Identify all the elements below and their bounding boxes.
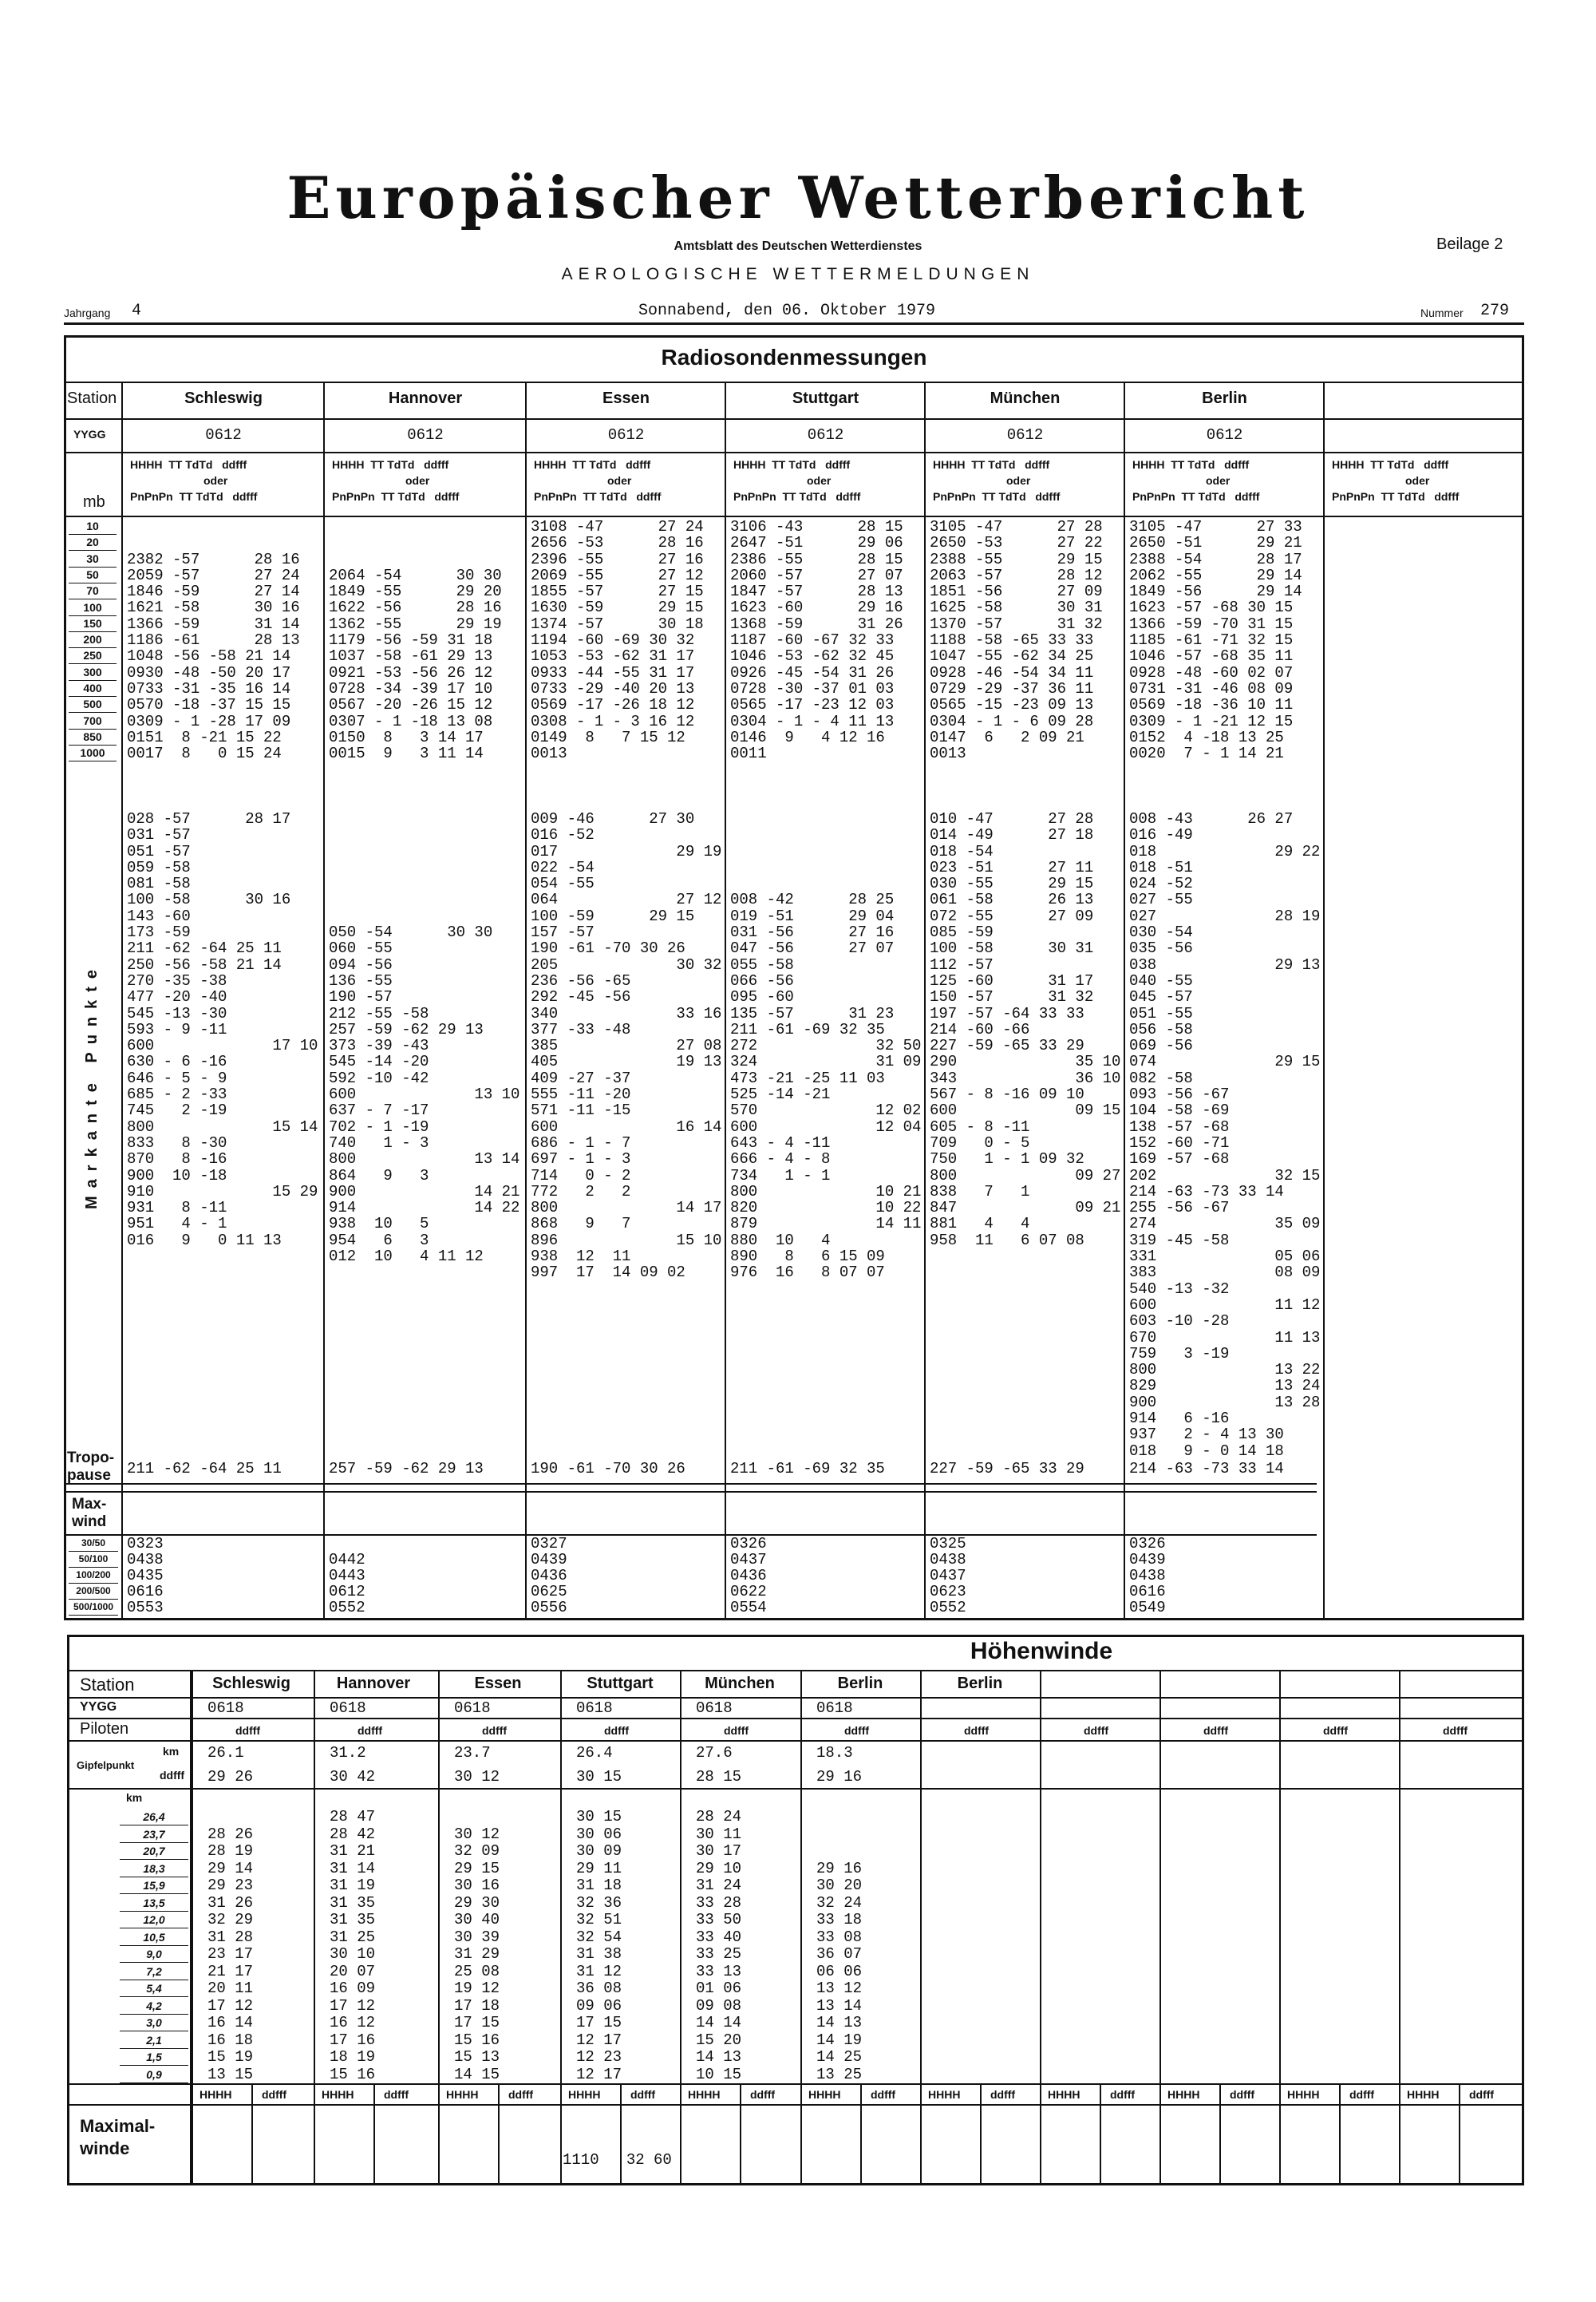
station-name: Essen	[602, 390, 650, 407]
section-title: AEROLOGISCHE WETTERMELDUNGEN	[561, 265, 1035, 283]
station-name: Berlin	[1202, 390, 1247, 407]
hw-piloten-dd: ddfff	[604, 1724, 630, 1737]
significant-level-values: 008 -43 26 27 016 -49 018 29 22 018 -51 024 -52 027 -55 027 28 19 030 -54 035 -56 038 29 13 040 -55 045 -57 051 -55 056 -58 069 -56 074 29 15 082 -58 093 -56 -67 104 -58 -69 138 -57 -68 152 -60 -71 169 -57 -68 202 32 15 214 -63 -73 33 14 255 -56 -67 274 35 09 319 -45 -58 331 05 06 383 08 09 540 -13 -32 600 11 12 603 -10 -28 670 11 13 759 3 -19 800 13 22 829 13 24 900 13 28 914 6 -16 937 2 - 4 13 30 018 9 - 0 14 18	[1129, 810, 1321, 1460]
hw-piloten-dd: ddfff	[1443, 1724, 1468, 1737]
standard-level-values: 3105 -47 27 33 2650 -51 29 21 2388 -54 28 17 2062 -55 29 14 1849 -56 29 14 1623 -57 -68 30 15 1366 -59 -70 31 15 1185 -61 -71 32 15 1046 -57 -68 35 11 0928 -48 -60 02 07 0731 -31 -46 08 09 0569 -18 -36 10 11 0309 - 1 -21 12 15 0152 4 -18 13 25 0020 7 - 1 14 21	[1129, 518, 1302, 763]
max-hhhh-header: HHHH	[1287, 2088, 1320, 2101]
max-dd-header: ddfff	[750, 2088, 776, 2101]
hoehenwinde-title: Höhenwinde	[970, 1638, 1113, 1664]
mb-level: 20	[69, 535, 117, 551]
max-hhhh-header: HHHH	[1407, 2088, 1440, 2101]
hw-piloten-dd: ddfff	[358, 1724, 383, 1737]
mb-level: 850	[69, 730, 117, 746]
tropopause-label: Tropo-pause	[67, 1450, 115, 1484]
hw-gipfel-dd: 30 12	[454, 1768, 500, 1786]
column-header-hhhh: HHHH TT TdTd ddfff	[130, 458, 247, 471]
hw-height: 23,7	[120, 1826, 188, 1843]
hw-piloten-dd: ddfff	[482, 1724, 508, 1737]
hw-yygg: 0618	[207, 1699, 244, 1717]
hw-station-name: Hannover	[336, 1675, 411, 1692]
hw-station-name: Schleswig	[212, 1675, 290, 1692]
column-header-oder: oder	[607, 474, 632, 487]
report-title: Europäischer Wetterbericht	[286, 164, 1310, 231]
column-header-oder: oder	[1006, 474, 1031, 487]
station-yygg: 0612	[407, 426, 444, 444]
hw-wind-values: 29 16 30 20 32 24 33 18 33 08 36 07 06 06 13 12 13 14 14 13 14 19 14 25 13 25	[816, 1859, 863, 2083]
max-subcolumn-rule	[1219, 2083, 1221, 2185]
report-subtitle: Amtsblatt des Deutschen Wetterdienstes	[674, 239, 922, 253]
column-header-oder: oder	[807, 474, 832, 487]
max-subcolumn-rule	[860, 2083, 862, 2185]
max-hhhh-header: HHHH	[446, 2088, 479, 2101]
mb-level: 700	[69, 714, 117, 730]
column-header-hhhh: HHHH TT TdTd ddfff	[1132, 458, 1250, 471]
hw-piloten-dd: ddfff	[844, 1724, 870, 1737]
max-dd-header: ddfff	[508, 2088, 534, 2101]
tropopause-values: 190 -61 -70 30 26	[531, 1460, 685, 1477]
hw-yygg: 0618	[576, 1699, 613, 1717]
issue-date: Sonnabend, den 06. Oktober 1979	[638, 302, 936, 320]
maxwind-values: 0325 0438 0437 0623 0552	[930, 1535, 966, 1616]
hw-gipfel-km: 26.4	[576, 1744, 613, 1762]
hw-station-name: Berlin	[957, 1675, 1003, 1692]
max-subcolumn-rule	[498, 2083, 500, 2185]
max-hhhh-header: HHHH	[1048, 2088, 1080, 2101]
hw-column-rule	[1159, 1670, 1161, 2185]
tropopause-values: 257 -59 -62 29 13	[329, 1460, 484, 1477]
hw-wind-values: 30 12 32 09 29 15 30 16 29 30 30 40 30 39 31 29 25 08 19 12 17 18 17 15 15 16 15 13 14 15	[454, 1825, 500, 2083]
max-hhhh-header: HHHH	[1167, 2088, 1200, 2101]
issue-info-line	[64, 299, 1524, 325]
mb-level: 100	[69, 600, 117, 616]
maximalwinde-label: Maximal-winde	[80, 2116, 156, 2158]
column-header-hhhh: HHHH TT TdTd ddfff	[933, 458, 1050, 471]
max-dd-header: ddfff	[1349, 2088, 1375, 2101]
hw-piloten-dd: ddfff	[1084, 1724, 1109, 1737]
hw-column-rule	[920, 1670, 922, 2185]
column-header-hhhh: HHHH TT TdTd ddfff	[332, 458, 449, 471]
hw-column-rule	[680, 1670, 681, 2185]
maxwind-level: 100/200	[69, 1568, 118, 1584]
nummer-label: Nummer	[1420, 307, 1464, 319]
station-label: Station	[67, 390, 117, 407]
column-header-ppp: PnPnPn TT TdTd ddfff	[130, 490, 258, 503]
hw-station-name: München	[705, 1675, 775, 1692]
hw-km-header: km	[126, 1791, 143, 1804]
station-yygg: 0612	[1206, 426, 1243, 444]
max-dd-header: ddfff	[871, 2088, 896, 2101]
hw-gipfel-label: Gipfelpunkt	[77, 1759, 135, 1771]
column-header-ppp: PnPnPn TT TdTd ddfff	[733, 490, 861, 503]
hw-wind-values: 30 15 30 06 30 09 29 11 31 18 32 36 32 51 32 54 31 38 31 12 36 08 09 06 17 15 12 17 12 23 12 17	[576, 1808, 622, 2083]
tropopause-values: 211 -62 -64 25 11	[127, 1460, 282, 1477]
maxwind-values: 0326 0439 0438 0616 0549	[1129, 1535, 1166, 1616]
hw-gipfel-km: 26.1	[207, 1744, 244, 1762]
column-header-hhhh: HHHH TT TdTd ddfff	[733, 458, 851, 471]
significant-level-values: 008 -42 28 25 019 -51 29 04 031 -56 27 16 047 -56 27 07 055 -58 066 -56 095 -60 135 -57 31 23 211 -61 -69 32 35 272 32 50 324 31 09 473 -21 -25 11 03 525 -14 -21 570 12 02 600 12 04 643 - 4 -11 666 - 4 - 8 734 1 - 1 800 10 21 820 10 22 879 14 11 880 10 4 890 8 6 15 09 976 16 8 07 07	[730, 891, 922, 1282]
hw-height: 9,0	[120, 1946, 188, 1963]
max-dd-header: ddfff	[1469, 2088, 1495, 2101]
significant-level-values: 028 -57 28 17 031 -57 051 -57 059 -58 081 -58 100 -58 30 16 143 -60 173 -59 211 -62 -64 25 11 250 -56 -58 21 14 270 -35 -38 477 -20 -40 545 -13 -30 593 - 9 -11 600 17 10 630 - 6 -16 646 - 5 - 9 685 - 2 -33 745 2 -19 800 15 14 833 8 -30 870 8 -16 900 10 -18 910 15 29 931 8 -11 951 4 - 1 016 9 0 11 13	[127, 810, 318, 1249]
station-yygg: 0612	[205, 426, 242, 444]
maxwind-level: 500/1000	[69, 1600, 118, 1616]
max-subcolumn-rule	[1100, 2083, 1101, 2185]
mb-level: 200	[69, 632, 117, 648]
hw-height: 10,5	[120, 1929, 188, 1946]
hw-height: 12,0	[120, 1912, 188, 1928]
hw-height: 2,1	[120, 2032, 188, 2049]
column-header-ppp: PnPnPn TT TdTd ddfff	[1332, 490, 1460, 503]
hw-gipfel-dd-label: ddfff	[160, 1769, 185, 1782]
max-hhhh-header: HHHH	[568, 2088, 601, 2101]
station-yygg: 0612	[607, 426, 645, 444]
column-header-ppp: PnPnPn TT TdTd ddfff	[534, 490, 662, 503]
hw-piloten-dd: ddfff	[1203, 1724, 1229, 1737]
standard-level-values: 3108 -47 27 24 2656 -53 28 16 2396 -55 27 16 2069 -55 27 12 1855 -57 27 15 1630 -59 29 15 1374 -57 30 18 1194 -60 -69 30 32 1053 -53 -62 31 17 0933 -44 -55 31 17 0733 -29 -40 20 13 0569 -17 -26 18 12 0308 - 1 - 3 16 12 0149 8 7 15 12 0013	[531, 518, 704, 763]
hw-height: 3,0	[120, 2015, 188, 2031]
max-dd-header: ddfff	[1110, 2088, 1136, 2101]
hw-piloten-label: Piloten	[80, 1720, 129, 1738]
hw-gipfel-dd: 30 42	[330, 1768, 376, 1786]
standard-level-values: 2064 -54 30 30 1849 -55 29 20 1622 -56 28 16 1362 -55 29 19 1179 -56 -59 31 18 1037 -58 -61 29 13 0921 -53 -56 26 12 0728 -34 -39 17 10 0567 -20 -26 15 12 0307 - 1 -18 13 08 0150 8 3 14 17 0015 9 3 11 14	[329, 566, 502, 763]
column-header-ppp: PnPnPn TT TdTd ddfff	[933, 490, 1061, 503]
station-name: Schleswig	[184, 390, 263, 407]
mb-level: 30	[69, 552, 117, 568]
hw-gipfel-dd: 28 15	[696, 1768, 742, 1786]
station-name: Stuttgart	[792, 390, 859, 407]
max-subcolumn-rule	[980, 2083, 982, 2185]
hw-station-name: Stuttgart	[587, 1675, 654, 1692]
tropopause-values: 211 -61 -69 32 35	[730, 1460, 885, 1477]
hw-piloten-dd: ddfff	[964, 1724, 990, 1737]
mb-level: 1000	[69, 746, 117, 761]
mb-level: 50	[69, 568, 117, 583]
hw-piloten-dd: ddfff	[235, 1724, 261, 1737]
tropopause-values: 227 -59 -65 33 29	[930, 1460, 1084, 1477]
yygg-label: YYGG	[73, 428, 106, 441]
significant-level-values: 009 -46 27 30 016 -52 017 29 19 022 -54 054 -55 064 27 12 100 -59 29 15 157 -57 190 -61 -70 30 26 205 30 32 236 -56 -65 292 -45 -56 340 33 16 377 -33 -48 385 27 08 405 19 13 409 -27 -37 555 -11 -20 571 -11 -15 600 16 14 686 - 1 - 7 697 - 1 - 3 714 0 - 2 772 2 2 800 14 17 868 9 7 896 15 10 938 12 11 997 17 14 09 02	[531, 810, 722, 1282]
hw-height: 15,9	[120, 1877, 188, 1894]
mb-level: 70	[69, 583, 117, 599]
hw-column-rule	[438, 1670, 440, 2185]
hw-height: 5,4	[120, 1980, 188, 1997]
hw-gipfel-km: 18.3	[816, 1744, 853, 1762]
max-dd-header: ddfff	[262, 2088, 287, 2101]
column-header-oder: oder	[405, 474, 430, 487]
hw-height: 7,2	[120, 1964, 188, 1980]
max-subcolumn-rule	[1459, 2083, 1460, 2185]
hw-station-label: Station	[80, 1675, 135, 1695]
hw-piloten-dd: ddfff	[1323, 1724, 1349, 1737]
max-subcolumn-rule	[373, 2083, 375, 2185]
maxwind-values: 0323 0438 0435 0616 0553	[127, 1535, 164, 1616]
hw-height: 13,5	[120, 1895, 188, 1912]
mb-level: 250	[69, 648, 117, 664]
max-dd-header: ddfff	[1230, 2088, 1255, 2101]
standard-level-values: 3105 -47 27 28 2650 -53 27 22 2388 -55 29 15 2063 -57 28 12 1851 -56 27 09 1625 -58 30 31 1370 -57 31 32 1188 -58 -65 33 33 1047 -55 -62 34 25 0928 -46 -54 34 11 0729 -29 -37 36 11 0565 -15 -23 09 13 0304 - 1 - 6 09 28 0147 6 2 09 21 0013	[930, 518, 1103, 763]
hw-station-name: Berlin	[837, 1675, 883, 1692]
column-header-oder: oder	[1405, 474, 1430, 487]
maximalwinde-value: 1110 32 60	[563, 2151, 672, 2169]
hw-piloten-dd: ddfff	[724, 1724, 749, 1737]
hw-yygg-label: YYGG	[80, 1700, 117, 1714]
mb-level: 150	[69, 616, 117, 632]
hw-gipfel-km: 23.7	[454, 1744, 491, 1762]
maxwind-values: 0326 0437 0436 0622 0554	[730, 1535, 767, 1616]
hw-column-rule	[800, 1670, 802, 2185]
beilage-label: Beilage 2	[1436, 235, 1503, 253]
maxwind-level: 50/100	[69, 1552, 118, 1568]
max-dd-header: ddfff	[630, 2088, 656, 2101]
station-yygg: 0612	[1006, 426, 1044, 444]
hw-gipfel-dd: 29 26	[207, 1768, 254, 1786]
significant-level-values: 010 -47 27 28 014 -49 27 18 018 -54 023 -51 27 11 030 -55 29 15 061 -58 26 13 072 -55 27 09 085 -59 100 -58 30 31 112 -57 125 -60 31 17 150 -57 31 32 197 -57 -64 33 33 214 -60 -66 227 -59 -65 33 29 290 35 10 343 36 10 567 - 8 -16 09 10 600 09 15 605 - 8 -11 709 0 - 5 750 1 - 1 09 32 800 09 27 838 7 1 847 09 21 881 4 4 958 11 6 07 08	[930, 810, 1121, 1249]
max-subcolumn-rule	[740, 2083, 741, 2185]
hw-column-rule	[1279, 1670, 1281, 2185]
standard-level-values: 3106 -43 28 15 2647 -51 29 06 2386 -55 28 15 2060 -57 27 07 1847 -57 28 13 1623 -60 29 16 1368 -59 31 26 1187 -60 -67 32 33 1046 -53 -62 32 45 0926 -45 -54 31 26 0728 -30 -37 01 03 0565 -17 -23 12 03 0304 - 1 - 4 11 13 0146 9 4 12 16 0011	[730, 518, 903, 763]
column-header-ppp: PnPnPn TT TdTd ddfff	[332, 490, 460, 503]
hw-wind-values: 28 26 28 19 29 14 29 23 31 26 32 29 31 28 23 17 21 17 20 11 17 12 16 14 16 18 15 19 13 15	[207, 1825, 254, 2083]
max-dd-header: ddfff	[990, 2088, 1016, 2101]
maxwind-values: 0327 0439 0436 0625 0556	[531, 1535, 567, 1616]
station-yygg: 0612	[807, 426, 844, 444]
hw-height: 20,7	[120, 1843, 188, 1860]
max-hhhh-header: HHHH	[928, 2088, 961, 2101]
mb-level: 10	[69, 519, 117, 535]
max-hhhh-header: HHHH	[322, 2088, 354, 2101]
maxwind-label: Max-wind	[72, 1496, 107, 1530]
max-subcolumn-rule	[620, 2083, 622, 2185]
hw-column-rule	[560, 1670, 562, 2185]
hw-height: 0,9	[120, 2067, 188, 2083]
column-header-hhhh: HHHH TT TdTd ddfff	[534, 458, 651, 471]
station-name: München	[990, 390, 1061, 407]
column-header-oder: oder	[203, 474, 228, 487]
column-header-ppp: PnPnPn TT TdTd ddfff	[1132, 490, 1260, 503]
maxwind-level: 200/500	[69, 1584, 118, 1600]
radiosonde-title: Radiosondenmessungen	[661, 345, 927, 370]
max-subcolumn-rule	[1339, 2083, 1341, 2185]
maxwind-values: 0442 0443 0612 0552	[329, 1551, 365, 1616]
hw-station-name: Essen	[474, 1675, 522, 1692]
hw-column-rule	[192, 1670, 193, 2185]
mb-label: mb	[83, 493, 105, 511]
nummer-value: 279	[1480, 302, 1510, 320]
maxwind-level: 30/50	[69, 1536, 118, 1552]
hw-height: 18,3	[120, 1861, 188, 1877]
hw-yygg: 0618	[330, 1699, 366, 1717]
hw-gipfel-km-label: km	[163, 1745, 180, 1758]
max-hhhh-header: HHHH	[200, 2088, 232, 2101]
hw-gipfel-dd: 29 16	[816, 1768, 863, 1786]
hw-wind-values: 28 24 30 11 30 17 29 10 31 24 33 28 33 50 33 40 33 25 33 13 01 06 09 08 14 14 15 20 14 13 10 15	[696, 1808, 742, 2083]
standard-level-values: 2382 -57 28 16 2059 -57 27 24 1846 -59 27 14 1621 -58 30 16 1366 -59 31 14 1186 -61 28 13 1048 -56 -58 21 14 0930 -48 -50 20 17 0733 -31 -35 16 14 0570 -18 -37 15 15 0309 - 1 -28 17 09 0151 8 -21 15 22 0017 8 0 15 24	[127, 550, 300, 763]
hw-column-rule	[1399, 1670, 1400, 2185]
hw-yygg: 0618	[696, 1699, 733, 1717]
tropopause-values: 214 -63 -73 33 14	[1129, 1460, 1284, 1477]
hw-height: 1,5	[120, 2049, 188, 2066]
hw-column-rule	[1040, 1670, 1041, 2185]
hw-height: 4,2	[120, 1998, 188, 2015]
hw-wind-values: 28 47 28 42 31 21 31 14 31 19 31 35 31 35 31 25 30 10 20 07 16 09 17 12 16 12 17 16 18 19 15 16	[330, 1808, 376, 2083]
hw-column-rule	[314, 1670, 315, 2185]
jahrgang-label: Jahrgang	[64, 307, 111, 319]
station-name: Hannover	[388, 390, 463, 407]
column-header-oder: oder	[1206, 474, 1231, 487]
max-subcolumn-rule	[251, 2083, 253, 2185]
hw-gipfel-km: 27.6	[696, 1744, 733, 1762]
column-header-hhhh: HHHH TT TdTd ddfff	[1332, 458, 1449, 471]
significant-level-values: 050 -54 30 30 060 -55 094 -56 136 -55 190 -57 212 -55 -58 257 -59 -62 29 13 373 -39 -43 545 -14 -20 592 -10 -42 600 13 10 637 - 7 -17 702 - 1 -19 740 1 - 3 800 13 14 864 9 3 900 14 21 914 14 22 938 10 5 954 6 3 012 10 4 11 12	[329, 924, 520, 1266]
max-dd-header: ddfff	[384, 2088, 409, 2101]
markante-punkte-label: Markante Punkte	[83, 961, 101, 1209]
mb-level: 400	[69, 681, 117, 697]
max-hhhh-header: HHHH	[808, 2088, 841, 2101]
mb-level: 500	[69, 697, 117, 713]
mb-level: 300	[69, 665, 117, 681]
hw-gipfel-dd: 30 15	[576, 1768, 622, 1786]
hw-height: 26,4	[120, 1809, 188, 1825]
max-hhhh-header: HHHH	[688, 2088, 721, 2101]
hw-yygg: 0618	[454, 1699, 491, 1717]
hw-yygg: 0618	[816, 1699, 853, 1717]
jahrgang-value: 4	[132, 302, 142, 320]
hw-gipfel-km: 31.2	[330, 1744, 366, 1762]
